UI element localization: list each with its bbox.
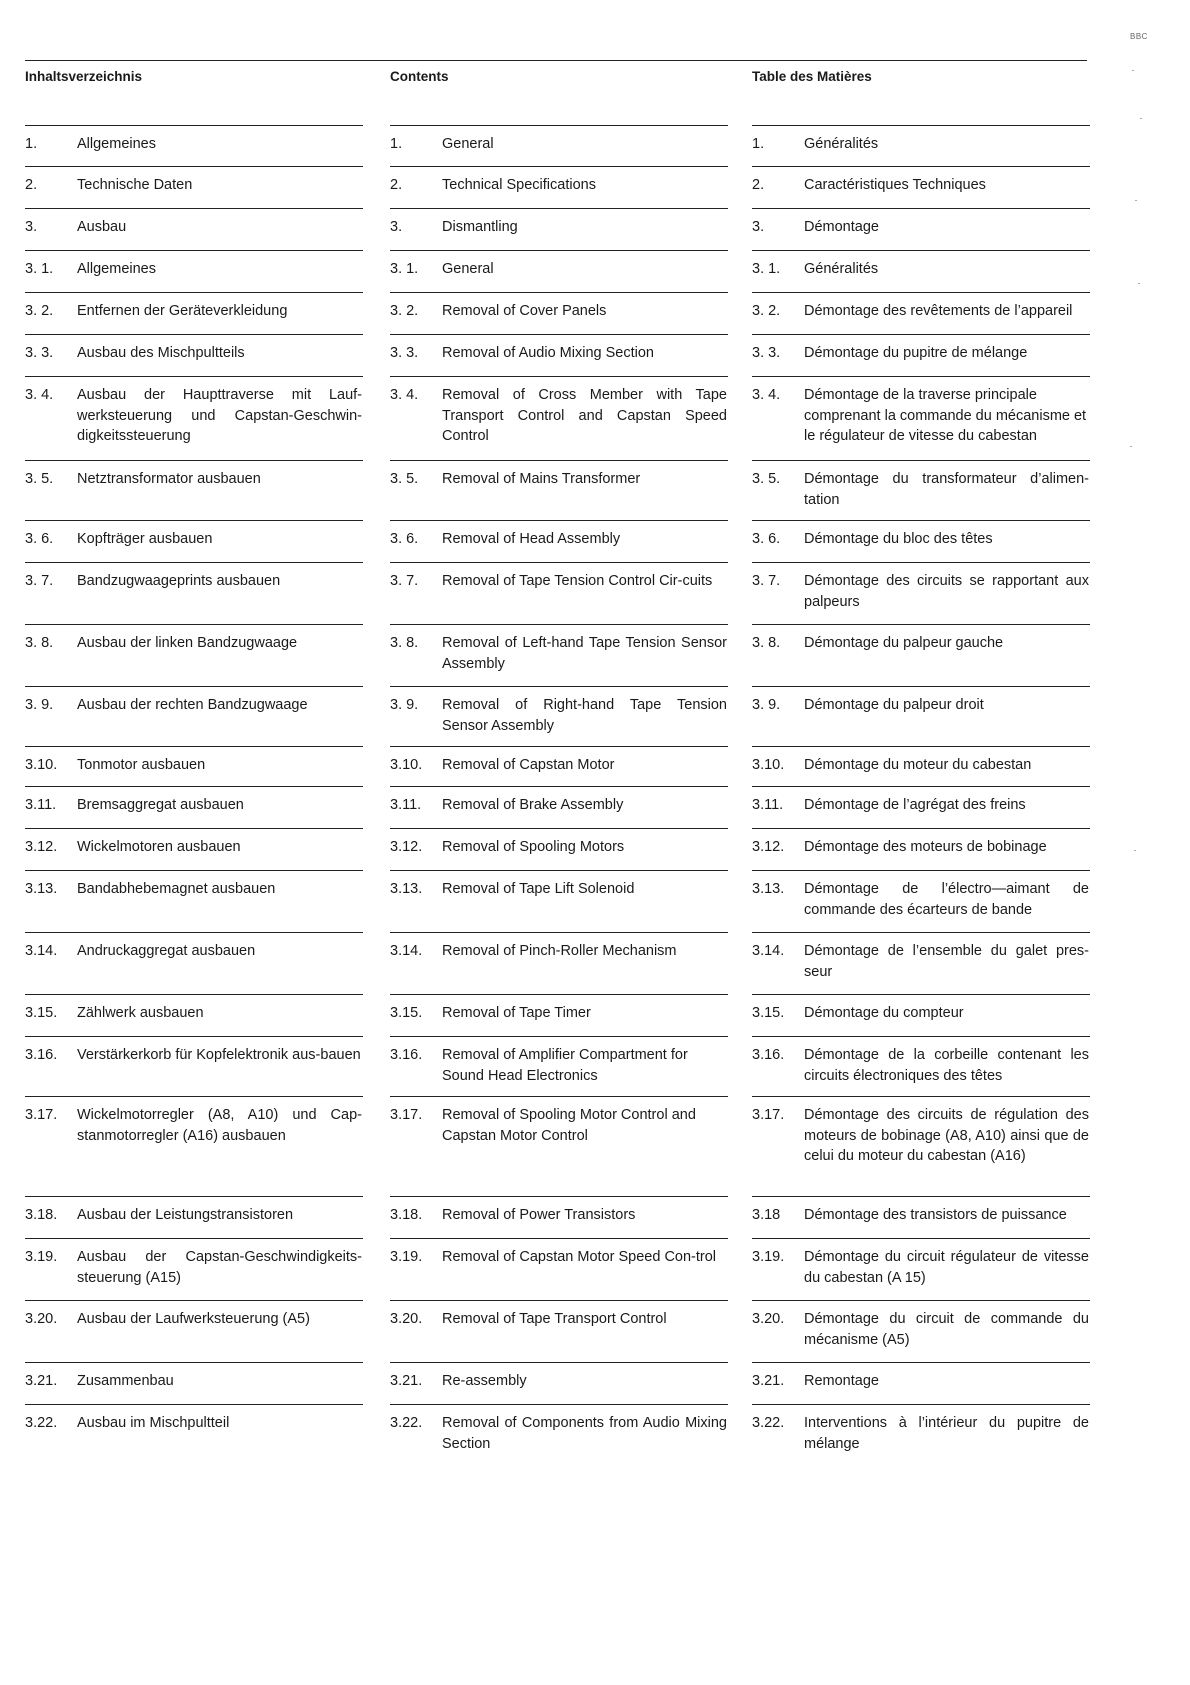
scan-speck [1130,446,1132,447]
section-number: 3.10. [25,757,58,773]
section-number: 3.14. [752,943,785,959]
section-number: 3. 8. [752,635,781,651]
section-number: 3.19. [390,1249,423,1265]
section-title: Ausbau [77,219,127,235]
section-number: 3.22. [752,1415,785,1431]
section-number: 3.19. [752,1249,785,1265]
toc-entry [390,1196,728,1223]
section-number: 3. 7. [25,573,54,589]
section-number: 3.13. [25,881,58,897]
section-number: 3. 5. [390,471,419,487]
section-title: Démontage des circuits de régulation des moteurs de bobinage (A8, A10) ainsi que de celui du moteur du cabestan (A16) [804,1107,1089,1164]
toc-entry [752,334,1090,361]
section-number: 3.10. [752,757,785,773]
section-number: 3.12. [390,839,423,855]
column-heading: Contents [390,69,449,84]
section-title: General [442,136,494,152]
section-title: Removal of Tape Timer [442,1005,591,1021]
toc-entry [752,125,1090,152]
section-title: Andruckaggregat ausbauen [77,943,256,959]
section-title: Remontage [804,1373,879,1389]
toc-entry [25,686,363,713]
toc-entry [752,376,1090,444]
section-number: 3.16. [390,1047,423,1063]
toc-entry [390,292,728,319]
toc-entry [390,786,728,813]
section-title: Généralités [804,136,879,152]
toc-entry [390,1096,728,1144]
section-number: 3.15. [390,1005,423,1021]
section-title: Entfernen der Geräteverkleidung [77,303,288,319]
toc-entry [752,870,1090,918]
section-title: Dismantling [442,219,518,235]
section-number: 3. 6. [752,531,781,547]
section-title: Démontage des circuits se rapportant aux palpeurs [804,573,1089,610]
header-rule [25,60,1087,61]
section-number: 3.21. [25,1373,58,1389]
section-title: Removal of Right-hand Tape Tension Sensor Assembly [442,697,727,734]
toc-entry [752,994,1090,1021]
section-number: 3.18. [25,1207,58,1223]
section-number: 3.13. [390,881,423,897]
toc-entry [752,828,1090,855]
toc-entry [25,932,363,959]
section-number: 3.21. [752,1373,785,1389]
toc-entry [390,1238,728,1265]
toc-entry [390,686,728,734]
section-title: Ausbau der Capstan-Geschwindigkeits-steuerung (A15) [77,1249,362,1286]
section-title: Removal of Cover Panels [442,303,607,319]
section-title: Démontage de l’électro—aimant de commande des écarteurs de bande [804,881,1089,918]
section-number: 1. [25,136,38,152]
section-number: 3. 1. [752,261,781,277]
section-number: 3.17. [390,1107,423,1123]
toc-entry [752,624,1090,651]
toc-entry [390,624,728,672]
section-number: 3. 2. [752,303,781,319]
section-title: Removal of Amplifier Compartment for Sound Head Electronics [442,1047,688,1084]
toc-entry [752,562,1090,610]
section-title: Netztransformator ausbauen [77,471,261,487]
section-number: 3.16. [752,1047,785,1063]
section-title: Kopfträger ausbauen [77,531,213,547]
section-number: 3.18 [752,1207,781,1223]
section-number: 3. [390,219,403,235]
section-number: 3. 4. [25,387,54,403]
section-title: Ausbau des Mischpultteils [77,345,245,361]
section-number: 3. 8. [390,635,419,651]
section-title: Démontage du palpeur gauche [804,635,1004,651]
section-title: Removal of Pinch-Roller Mechanism [442,943,677,959]
section-number: 3. 9. [752,697,781,713]
section-number: 3.11. [390,797,422,813]
section-number: 3. 3. [25,345,54,361]
toc-entry [752,1300,1090,1348]
section-number: 3. [25,219,38,235]
section-number: 3. 6. [390,531,419,547]
section-number: 2. [752,177,765,193]
toc-entry [25,1096,363,1144]
section-number: 3. 9. [25,697,54,713]
section-title: Démontage du circuit régulateur de vitesse du cabestan (A 15) [804,1249,1089,1286]
section-title: Ausbau der Laufwerksteuerung (A5) [77,1311,310,1327]
section-title: Démontage de l’agrégat des freins [804,797,1026,813]
toc-entry [390,125,728,152]
scan-speck [1135,200,1137,201]
section-number: 3. 7. [752,573,781,589]
section-number: 3.20. [25,1311,58,1327]
section-title: Removal of Capstan Motor [442,757,615,773]
toc-entry [25,520,363,547]
toc-entry [25,1404,363,1431]
column-heading: Inhaltsverzeichnis [25,69,143,84]
section-number: 1. [390,136,403,152]
section-title: Wickelmotorregler (A8, A10) und Cap-stanmotorregler (A16) ausbauen [77,1107,362,1144]
section-number: 3. 5. [25,471,54,487]
toc-entry [25,624,363,651]
section-title: Démontage du palpeur droit [804,697,984,713]
toc-entry [25,870,363,897]
section-title: General [442,261,494,277]
toc-entry [390,932,728,959]
section-number: 3. 2. [25,303,54,319]
section-title: Bandzugwaageprints ausbauen [77,573,281,589]
toc-entry [25,786,363,813]
toc-entry [390,250,728,277]
corner-mark: BBC [1130,32,1148,41]
toc-entry [752,746,1090,773]
toc-entry [390,208,728,235]
toc-entry [390,746,728,773]
toc-entry [25,292,363,319]
section-number: 3.15. [752,1005,785,1021]
toc-entry [752,250,1090,277]
toc-entry [390,828,728,855]
section-number: 3.11. [752,797,784,813]
toc-entry [25,208,363,235]
section-number: 3.17. [752,1107,785,1123]
section-number: 3. 7. [390,573,419,589]
section-title: Zusammenbau [77,1373,174,1389]
section-title: Removal of Tape Lift Solenoid [442,881,635,897]
section-number: 1. [752,136,765,152]
toc-entry [390,870,728,897]
section-number: 3.12. [752,839,785,855]
section-number: 3.14. [390,943,423,959]
toc-entry [390,1404,728,1452]
scan-speck [1132,70,1134,71]
section-title: Tonmotor ausbauen [77,757,206,773]
section-title: Removal of Spooling Motors [442,839,625,855]
section-title: Ausbau der linken Bandzugwaage [77,635,298,651]
section-title: Removal of Left-hand Tape Tension Sensor Assembly [442,635,727,672]
toc-entry [390,166,728,193]
section-title: Allgemeines [77,261,156,277]
toc-entry [25,1036,363,1063]
toc-entry [752,1362,1090,1389]
toc-entry [25,376,363,444]
section-title: Removal of Tape Transport Control [442,1311,667,1327]
toc-entry [752,786,1090,813]
section-title: Re-assembly [442,1373,527,1389]
section-title: Ausbau der rechten Bandzugwaage [77,697,308,713]
section-number: 3.10. [390,757,423,773]
toc-entry [390,376,728,444]
section-title: Removal of Cross Member with Tape Transport Control and Capstan Speed Control [442,387,727,444]
toc-entry [25,334,363,361]
section-title: Démontage du bloc des têtes [804,531,993,547]
section-title: Démontage du compteur [804,1005,964,1021]
section-number: 3.12. [25,839,58,855]
toc-entry [25,250,363,277]
section-number: 3.15. [25,1005,58,1021]
section-title: Démontage du pupitre de mélange [804,345,1028,361]
section-number: 3.17. [25,1107,58,1123]
section-number: 2. [25,177,38,193]
section-title: Removal of Capstan Motor Speed Con-trol [442,1249,717,1265]
scan-speck [1138,283,1140,284]
toc-entry [25,1196,363,1223]
toc-entry [752,1036,1090,1084]
section-title: Démontage du circuit de commande du mécanisme (A5) [804,1311,1089,1348]
section-number: 3. 6. [25,531,54,547]
section-title: Verstärkerkorb für Kopfelektronik aus-bauen [77,1047,361,1063]
toc-entry [390,520,728,547]
toc-entry [390,460,728,487]
scan-speck [1140,118,1142,119]
toc-entry [25,828,363,855]
toc-entry [752,1238,1090,1286]
section-number: 3. 1. [390,261,419,277]
section-number: 3. 5. [752,471,781,487]
toc-entry [390,334,728,361]
toc-entry [25,1300,363,1327]
section-title: Bremsaggregat ausbauen [77,797,244,813]
section-title: Removal of Components from Audio Mixing Section [442,1415,727,1452]
toc-entry [25,1362,363,1389]
toc-entry [752,460,1090,508]
section-title: Démontage du moteur du cabestan [804,757,1032,773]
section-title: Généralités [804,261,879,277]
section-title: Caractéristiques Techniques [804,177,986,193]
section-title: Démontage des transistors de puissance [804,1207,1067,1223]
section-title: Removal of Spooling Motor Control and Capstan Motor Control [442,1107,696,1144]
section-title: Démontage [804,219,879,235]
section-number: 3. [752,219,765,235]
toc-entry [390,1036,728,1084]
section-title: Bandabhebemagnet ausbauen [77,881,276,897]
toc-entry [25,746,363,773]
section-number: 3. 3. [390,345,419,361]
toc-entry [25,994,363,1021]
column-heading: Table des Matières [752,69,872,84]
section-number: 3.11. [25,797,57,813]
section-title: Removal of Tape Tension Control Cir-cuits [442,573,713,589]
toc-entry [25,562,363,589]
section-number: 2. [390,177,403,193]
section-title: Removal of Audio Mixing Section [442,345,654,361]
section-title: Removal of Head Assembly [442,531,621,547]
section-number: 3.22. [25,1415,58,1431]
section-title: Removal of Power Transistors [442,1207,636,1223]
section-title: Interventions à l’intérieur du pupitre de mélange [804,1415,1089,1452]
toc-entry [752,932,1090,980]
section-number: 3. 8. [25,635,54,651]
section-title: Démontage de l’ensemble du galet pres-seur [804,943,1089,980]
section-number: 3.20. [390,1311,423,1327]
toc-entry [25,125,363,152]
toc-entry [25,460,363,487]
section-title: Ausbau der Leistungstransistoren [77,1207,294,1223]
toc-entry [752,1096,1090,1164]
section-title: Démontage de la traverse principale comprenant la commande du mécanisme et le régulateur de vitesse du cabestan [804,387,1087,444]
section-number: 3.20. [752,1311,785,1327]
section-title: Ausbau im Mischpultteil [77,1415,230,1431]
toc-entry [752,520,1090,547]
toc-entry [752,1196,1090,1223]
section-title: Removal of Mains Transformer [442,471,641,487]
section-number: 3. 4. [752,387,781,403]
section-number: 3. 4. [390,387,419,403]
section-title: Wickelmotoren ausbauen [77,839,241,855]
section-number: 3.21. [390,1373,423,1389]
toc-entry [752,166,1090,193]
toc-entry [390,1362,728,1389]
section-title: Removal of Brake Assembly [442,797,624,813]
section-title: Démontage des moteurs de bobinage [804,839,1047,855]
section-title: Démontage des revêtements de l’appareil [804,303,1073,319]
section-number: 3. 9. [390,697,419,713]
section-title: Démontage du transformateur d’alimen-tation [804,471,1089,508]
toc-entry [25,166,363,193]
toc-entry [390,562,728,589]
section-title: Zählwerk ausbauen [77,1005,204,1021]
section-number: 3. 2. [390,303,419,319]
section-title: Technische Daten [77,177,193,193]
section-number: 3.18. [390,1207,423,1223]
toc-entry [390,994,728,1021]
section-title: Technical Specifications [442,177,596,193]
toc-entry [752,686,1090,713]
section-number: 3.14. [25,943,58,959]
section-title: Ausbau der Haupttraverse mit Lauf-werksteuerung und Capstan-Geschwin-digkeitssteuerung [77,387,362,444]
section-number: 3.22. [390,1415,423,1431]
toc-entry [752,292,1090,319]
toc-entry [752,208,1090,235]
toc-entry [25,1238,363,1286]
toc-entry [752,1404,1090,1452]
section-number: 3.16. [25,1047,58,1063]
toc-entry [390,1300,728,1327]
section-number: 3. 3. [752,345,781,361]
section-number: 3.19. [25,1249,58,1265]
section-title: Démontage de la corbeille contenant les circuits électroniques des têtes [804,1047,1089,1084]
section-title: Allgemeines [77,136,156,152]
section-number: 3.13. [752,881,785,897]
scan-speck [1134,850,1136,851]
section-number: 3. 1. [25,261,54,277]
